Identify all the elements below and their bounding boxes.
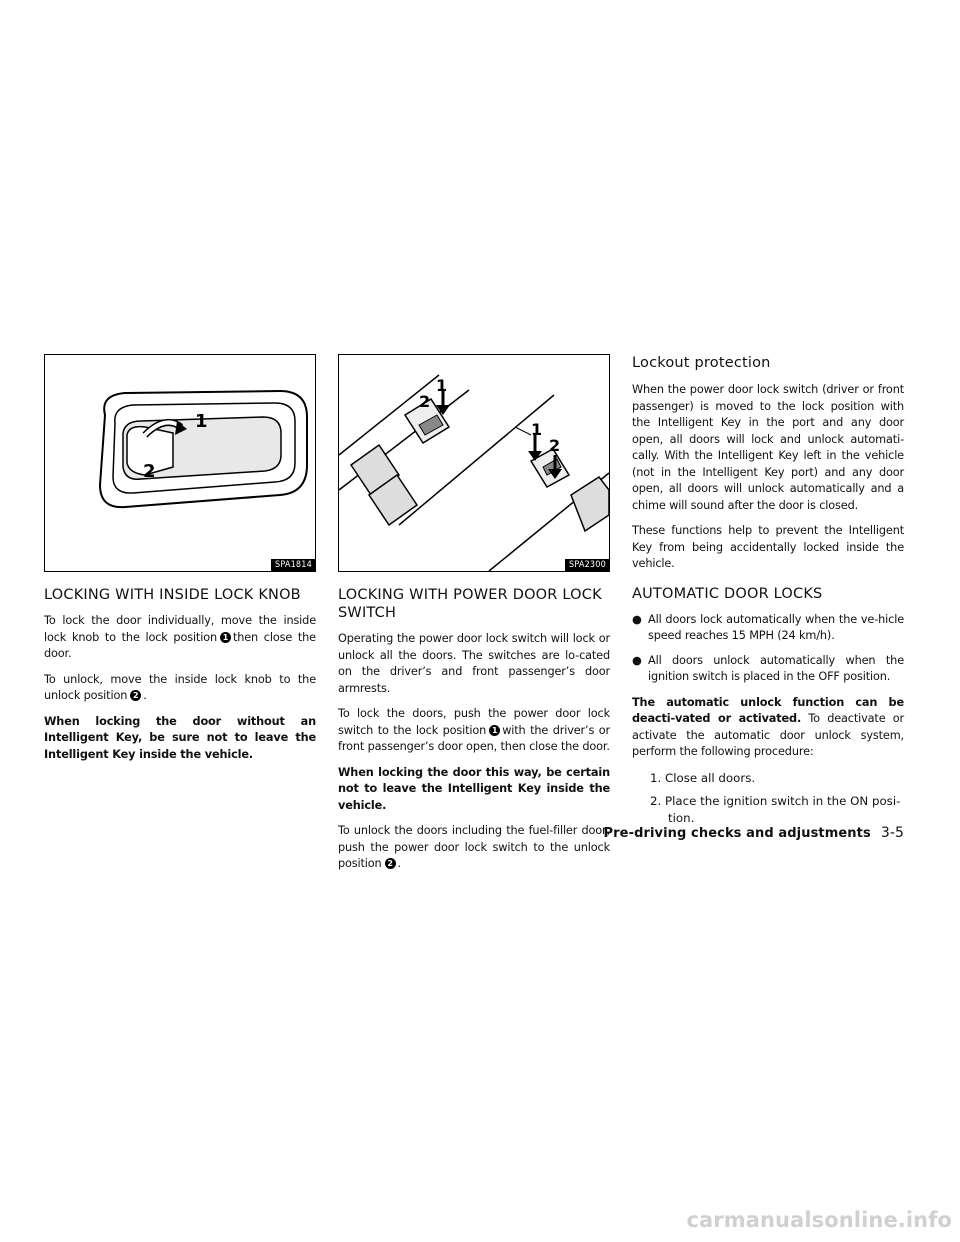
section-title-lockout-protection: Lockout protection <box>632 355 771 371</box>
paragraph: The automatic unlock function can be deacti-vated or activated. To deactivate or activate the automatic door unlock system, perform the following procedure: <box>632 695 905 758</box>
list-item: 1. Close all doors. <box>650 770 756 785</box>
figure-power-door-lock-switch <box>338 354 610 572</box>
section-title-power-door-lock: LOCKING WITH POWER DOOR LOCK SWITCH <box>338 587 602 621</box>
paragraph: To unlock, move the inside lock knob to the unlock position 2 . <box>44 672 316 702</box>
page-number: 3-5 <box>880 825 904 841</box>
callout-1-icon: 1 <box>220 632 231 643</box>
paragraph: When the power door lock switch (driver or front passenger) is moved to the lock position with the Intelligent Key in the port and any door open, all doors will lock and unlock automati-cally. With the Intelligent Key left in the vehicle (not in the Intelligent Key port) and any door open, all doors will unlock automatically and a chime will sound after the door is closed. <box>632 383 904 512</box>
figure-code: SPA2300 <box>565 559 609 571</box>
paragraph: To lock the doors, push the power door lock switch to the lock position 1 with the driver’s or front passenger’s door open, then close the door. <box>338 707 611 753</box>
watermark: carmanualsonline.info <box>686 1208 952 1232</box>
warning-paragraph: When locking the door without an Intelligent Key, be sure not to leave the Intelligent Key inside the vehicle. <box>44 714 316 761</box>
footer-section-title: Pre-driving checks and adjustments <box>603 826 871 841</box>
callout-2-icon: 2 <box>385 858 396 869</box>
warning-paragraph: When locking the door this way, be certain not to leave the Intelligent Key inside the vehicle. <box>338 765 610 812</box>
callout-2-icon: 2 <box>130 690 141 701</box>
paragraph: To unlock the doors including the fuel-filler door, push the power door lock switch to the unlock position 2 . <box>338 824 610 870</box>
callout-1-icon: 1 <box>489 725 500 736</box>
page-footer <box>604 825 904 841</box>
figure-code: SPA1814 <box>271 559 315 571</box>
callout-2-label: 2 <box>143 461 156 482</box>
paragraph: Operating the power door lock switch will lock or unlock all the doors. The switches are lo-cated on the driver’s and front passenger’s door armrests. <box>338 632 610 695</box>
lock-knob-illustration <box>45 355 315 571</box>
bullet-icon: ● <box>632 612 642 626</box>
section-title-inside-lock-knob: LOCKING WITH INSIDE LOCK KNOB <box>44 587 301 603</box>
list-item: 2. Place the ignition switch in the ON posi-tion. <box>650 793 901 825</box>
column-left <box>44 354 316 772</box>
callout-1-label: 1 <box>436 376 448 395</box>
list-item: ● All doors unlock automatically when the ignition switch is placed in the OFF position. <box>632 653 904 683</box>
section-title-automatic-door-locks: AUTOMATIC DOOR LOCKS <box>632 585 823 602</box>
list-item: ● All doors lock automatically when the ve-hicle speed reaches 15 MPH (24 km/h). <box>632 612 904 642</box>
callout-1-label: 1 <box>195 411 208 432</box>
column-middle <box>338 354 610 882</box>
callout-1-label-2: 1 <box>531 420 543 439</box>
power-lock-switch-illustration <box>339 355 609 571</box>
bullet-icon: ● <box>632 653 642 667</box>
steps-list <box>632 770 904 827</box>
column-right <box>632 354 904 833</box>
figure-inside-lock-knob <box>44 354 316 572</box>
callout-2-label-2: 2 <box>549 436 561 455</box>
paragraph: These functions help to prevent the Intelligent Key from being accidentally locked inside the vehicle. <box>632 524 904 570</box>
paragraph: To lock the door individually, move the inside lock knob to the lock position 1 then close the door. <box>44 614 316 660</box>
bullet-list <box>632 612 904 686</box>
callout-2-label: 2 <box>419 392 431 411</box>
